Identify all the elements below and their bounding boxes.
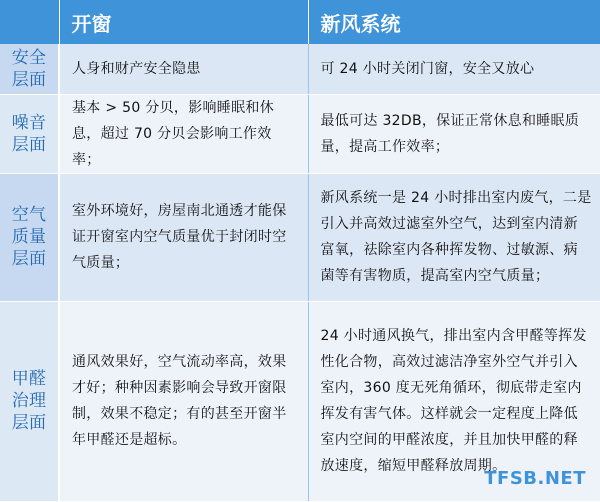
row-air-quality — [0, 173, 600, 301]
category-line: 质量 — [11, 227, 47, 247]
watermark: TFSB.NET — [484, 468, 586, 489]
category-line: 甲醛 — [11, 369, 47, 389]
category-line: 层面 — [11, 249, 47, 269]
category-safety — [0, 44, 59, 94]
category-line: 安全 — [11, 47, 47, 68]
row-noise — [0, 94, 600, 173]
category-line: 层面 — [11, 134, 47, 155]
fresh-air-cell: 24 小时通风换气，排出室内含甲醛等挥发性化合物，高效过滤洁净室外空气并引入室内，360 度无死角循环，彻底带走室内挥发有害气体。这样就会一定程度上降低室内空间的甲醛浓度，并且加快甲醛的释放速度，缩短甲醛释放周期。 — [308, 301, 600, 501]
row-safety — [0, 44, 600, 94]
open-window-cell: 室外环境好，房屋南北通透才能保证开窗室内空气质量优于封闭时空气质量； — [59, 173, 308, 301]
header-open-window: 开窗 — [59, 0, 308, 44]
open-window-cell: 人身和财产安全隐患 — [59, 44, 308, 94]
category-line: 治理 — [11, 391, 47, 411]
header-fresh-air: 新风系统 — [308, 0, 600, 44]
fresh-air-cell: 可 24 小时关闭门窗，安全又放心 — [308, 44, 600, 94]
fresh-air-cell: 最低可达 32DB，保证正常休息和睡眠质量，提高工作效率； — [308, 94, 600, 173]
category-line: 噪音 — [11, 112, 47, 133]
category-line: 空气 — [11, 205, 47, 225]
header-row — [0, 0, 600, 44]
open-window-cell: 基本 > 50 分贝，影响睡眠和休息，超过 70 分贝会影响工作效率； — [59, 94, 308, 173]
category-air-quality — [0, 173, 59, 301]
category-formaldehyde — [0, 301, 59, 501]
category-noise — [0, 94, 59, 173]
category-line: 层面 — [11, 413, 47, 433]
open-window-cell: 通风效果好，空气流动率高，效果才好；种种因素影响会导致开窗限制，效果不稳定；有的甚至开窗半年甲醛还是超标。 — [59, 301, 308, 501]
category-line: 层面 — [11, 69, 47, 90]
fresh-air-cell: 新风系统一是 24 小时排出室内废气，二是引入并高效过滤室外空气，达到室内清新富氧，祛除室内各种挥发物、过敏源、病菌等有害物质，提高室内空气质量； — [308, 173, 600, 301]
header-corner — [0, 0, 59, 44]
